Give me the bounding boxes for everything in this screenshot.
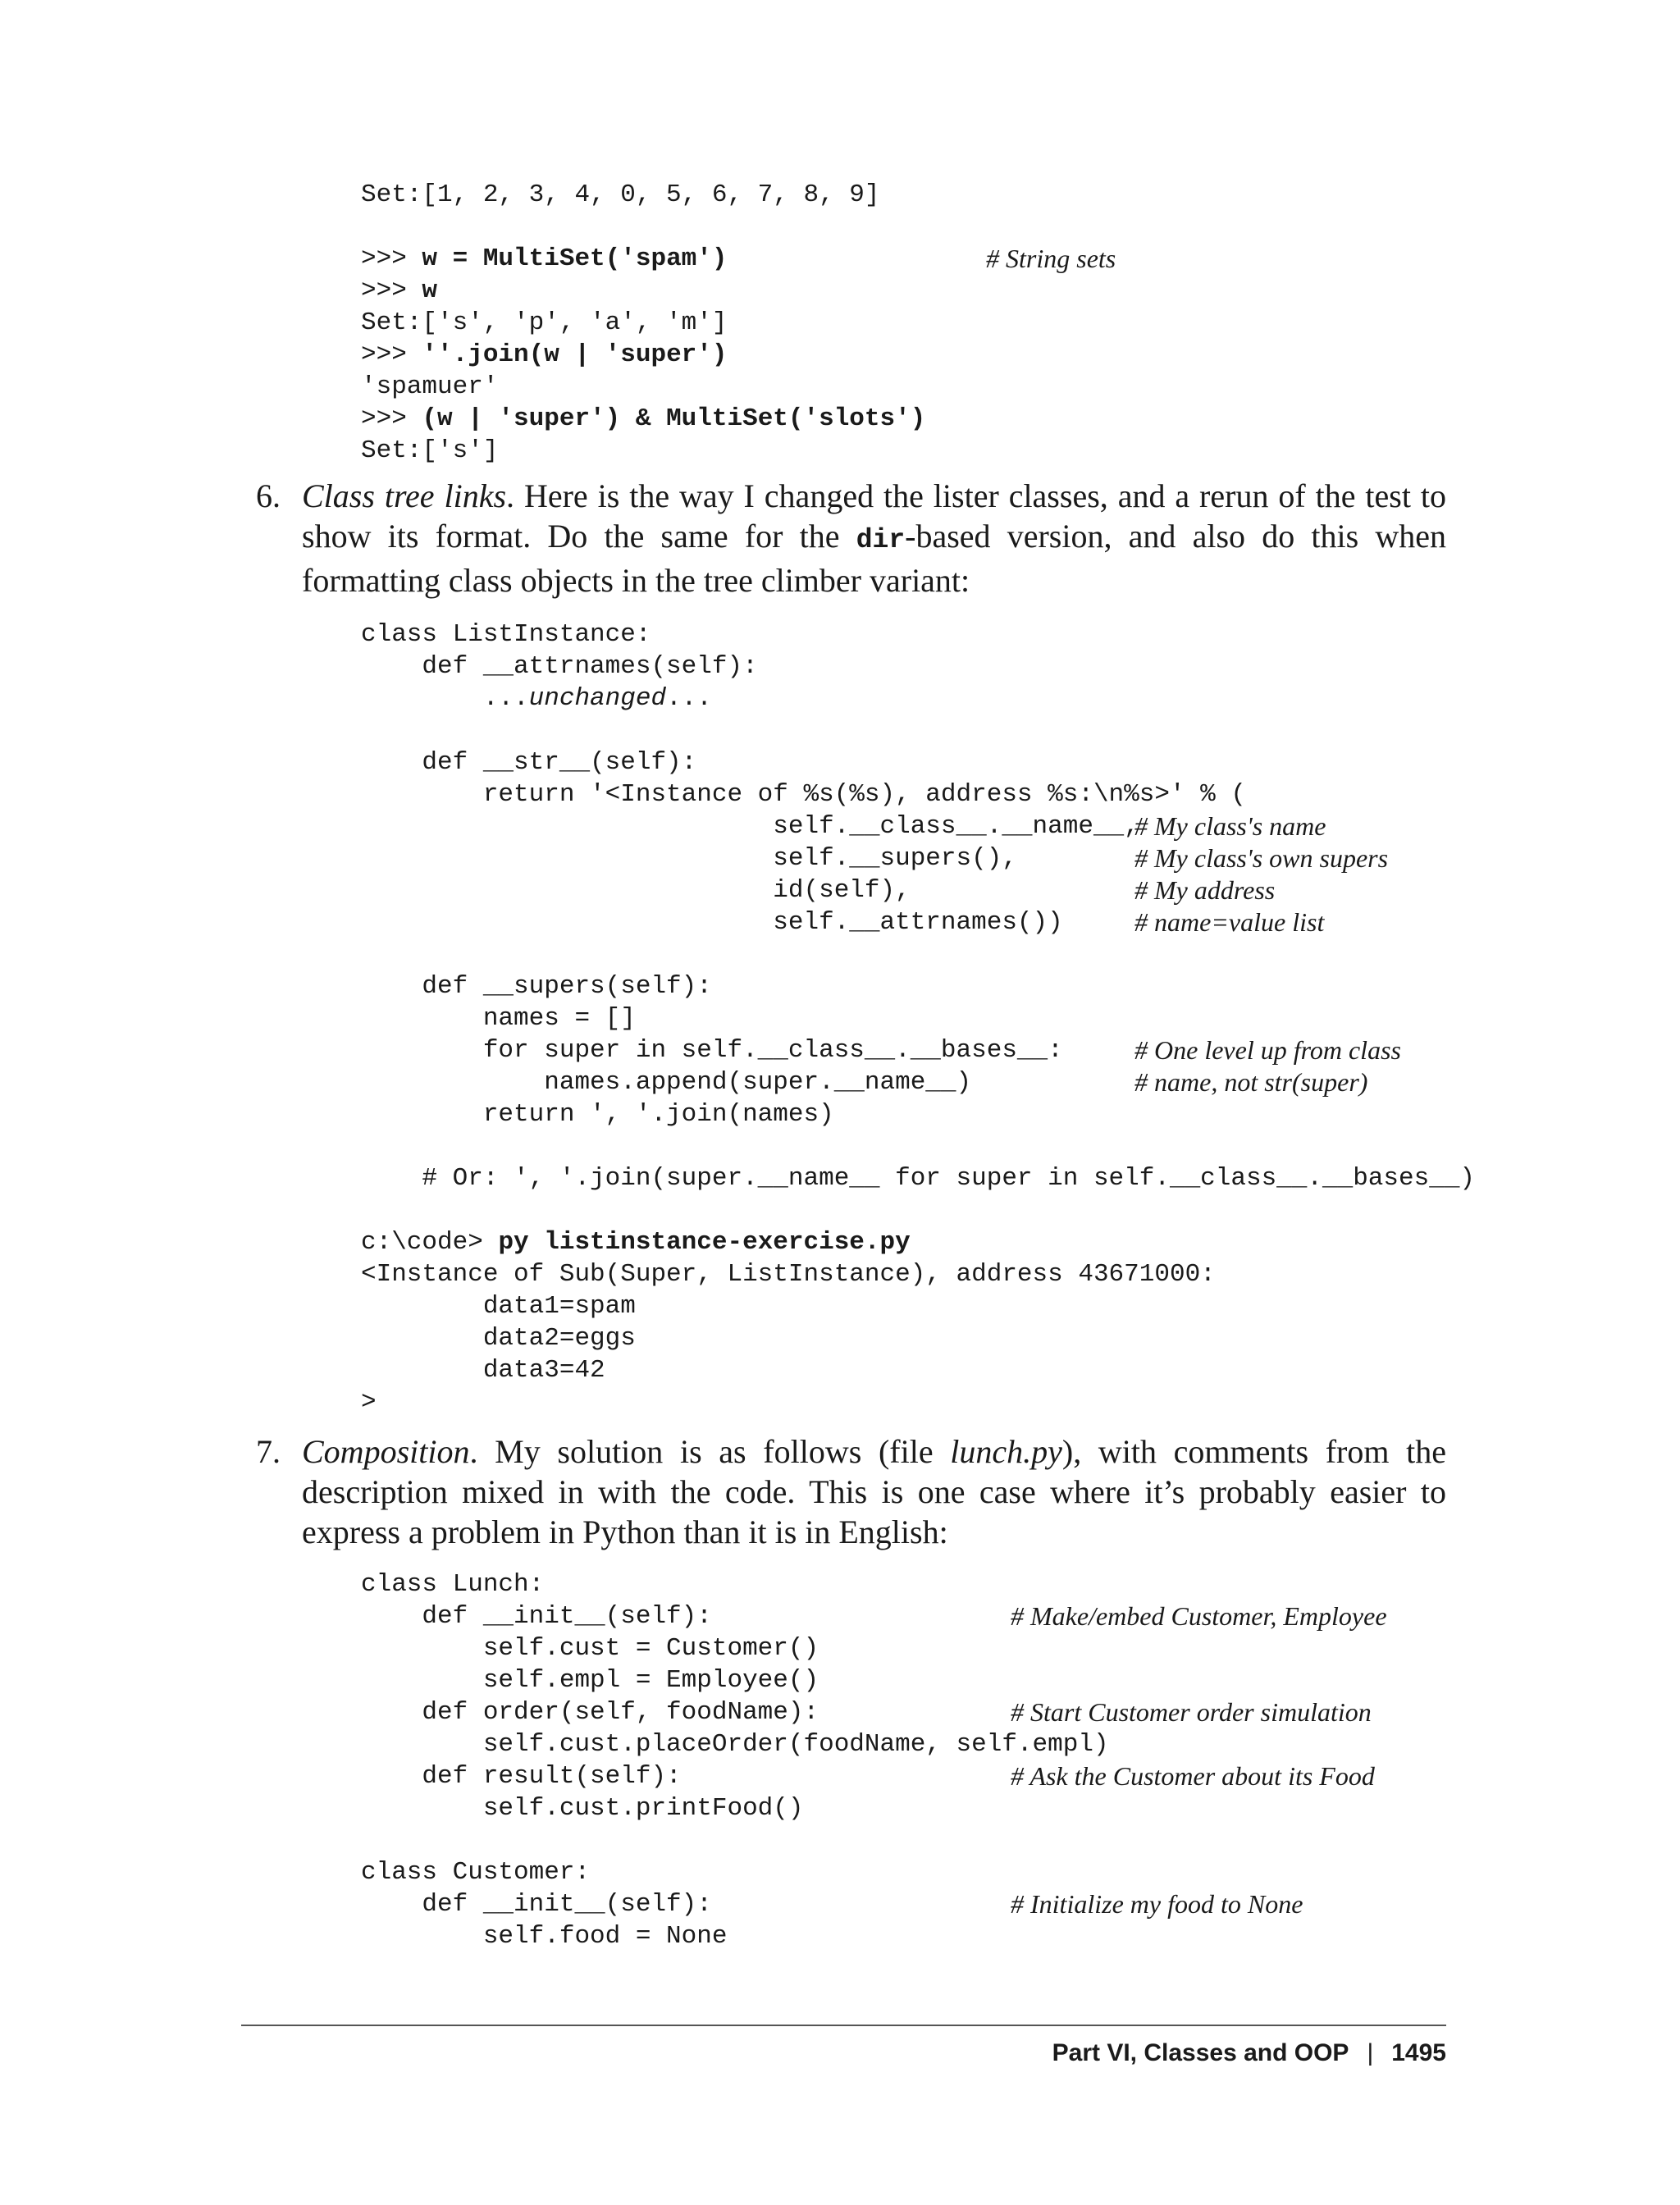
code-input: (w | 'super') & MultiSet('slots') xyxy=(422,404,926,433)
code-text: class Lunch: xyxy=(361,1570,545,1599)
code-text: def __init__(self): xyxy=(361,1602,712,1631)
code-line xyxy=(361,1066,971,1098)
code-text: >>> xyxy=(361,244,422,273)
code-text: data1=spam xyxy=(361,1292,636,1321)
code-line xyxy=(361,1568,544,1600)
code-line xyxy=(361,1600,712,1632)
code-line xyxy=(361,1888,712,1920)
code-line xyxy=(361,778,1246,810)
code-line xyxy=(361,810,1139,842)
code-line xyxy=(361,1354,605,1386)
code-text: self.cust = Customer() xyxy=(361,1634,819,1663)
code-text: unchanged xyxy=(528,684,667,713)
code-text: class Customer: xyxy=(361,1858,591,1887)
code-comment: # Initialize my food to None xyxy=(1011,1889,1303,1919)
item-text: . Here is the way I changed the lister classes, and a rerun of the test to show its format. Do the same for the xyxy=(302,477,1446,555)
code-line xyxy=(361,371,498,403)
code-line xyxy=(361,179,880,211)
code-line xyxy=(361,651,758,682)
code-comment: # String sets xyxy=(986,244,1116,273)
code-line xyxy=(361,970,712,1002)
inline-code: dir xyxy=(856,525,906,555)
footer-divider xyxy=(241,2025,1446,2026)
code-line xyxy=(361,1162,1475,1194)
code-text: self.__class__.__name__, xyxy=(361,812,1139,841)
code-line xyxy=(361,906,1063,938)
code-input: ''.join(w | 'super') xyxy=(422,340,728,369)
item-number: 7. xyxy=(256,1433,281,1470)
code-text: data3=42 xyxy=(361,1356,605,1385)
code-line xyxy=(361,746,696,778)
code-line xyxy=(361,1728,1109,1760)
code-text: >>> xyxy=(361,404,422,433)
code-text: Set:['s'] xyxy=(361,436,499,465)
code-comment: # Make/embed Customer, Employee xyxy=(1011,1601,1387,1631)
code-comment: # My address xyxy=(1134,875,1276,905)
code-text: self.__supers(), xyxy=(361,844,1017,873)
code-line xyxy=(361,1322,636,1354)
code-text: ... xyxy=(666,684,712,713)
code-line xyxy=(361,682,712,714)
code-text: c:\code> xyxy=(361,1228,499,1257)
code-line xyxy=(361,1226,911,1258)
code-text: for super in self.__class__.__bases__: xyxy=(361,1036,1063,1065)
code-text: Set:['s', 'p', 'a', 'm'] xyxy=(361,308,728,337)
code-text: id(self), xyxy=(361,876,911,905)
code-text: def order(self, foodName): xyxy=(361,1698,819,1727)
code-line xyxy=(361,243,727,275)
code-line xyxy=(361,1696,819,1728)
code-text: def result(self): xyxy=(361,1762,682,1791)
code-text: self.__attrnames()) xyxy=(361,908,1063,937)
code-line xyxy=(361,1760,682,1792)
code-line xyxy=(361,1002,636,1034)
item-text: ), with comments from the description mixed in with the code. This is one case where it’s probably easier to express a problem in Python than it is in English: xyxy=(302,1433,1447,1550)
code-text: self.empl = Employee() xyxy=(361,1666,819,1695)
code-text: self.food = None xyxy=(361,1922,728,1951)
code-line xyxy=(361,1664,819,1696)
code-text: names = [] xyxy=(361,1004,636,1033)
code-text: <Instance of Sub(Super, ListInstance), address 43671000: xyxy=(361,1260,1216,1289)
item-text: . My solution is as follows (file xyxy=(469,1433,951,1470)
code-text: def __init__(self): xyxy=(361,1890,712,1919)
code-text: def __attrnames(self): xyxy=(361,652,758,681)
code-text: >>> xyxy=(361,340,422,369)
code-line xyxy=(361,1034,1063,1066)
code-text: names.append(super.__name__) xyxy=(361,1068,972,1097)
code-text: return '<Instance of %s(%s), address %s:\n%s>' % ( xyxy=(361,780,1246,809)
code-text: self.cust.placeOrder(foodName, self.empl) xyxy=(361,1730,1109,1759)
code-line xyxy=(361,275,437,307)
code-line xyxy=(361,842,1017,874)
code-text: def __str__(self): xyxy=(361,748,697,777)
code-line xyxy=(361,339,727,371)
code-text: # Or: ', '.join(super.__name__ for super in self.__class__.__bases__) xyxy=(361,1164,1476,1193)
footer-part-title: Part VI, Classes and OOP xyxy=(1052,2039,1349,2066)
code-text: Set:[1, 2, 3, 4, 0, 5, 6, 7, 8, 9] xyxy=(361,180,880,209)
code-comment: # My class's own supers xyxy=(1134,843,1389,873)
code-comment: # name, not str(super) xyxy=(1134,1067,1368,1097)
code-line xyxy=(361,1632,819,1664)
footer-separator: | xyxy=(1367,2039,1374,2066)
code-text: data2=eggs xyxy=(361,1324,636,1353)
code-comment: # Start Customer order simulation xyxy=(1011,1697,1372,1727)
code-text: def __supers(self): xyxy=(361,972,712,1001)
page-footer xyxy=(1052,2037,1446,2070)
item-title: Class tree links xyxy=(302,477,507,514)
code-line xyxy=(361,1856,590,1888)
code-comment: # Ask the Customer about its Food xyxy=(1011,1761,1375,1791)
code-input: py listinstance-exercise.py xyxy=(498,1228,911,1257)
code-line xyxy=(361,1792,804,1824)
code-line xyxy=(361,874,911,906)
code-line xyxy=(361,403,925,435)
code-line xyxy=(361,435,498,467)
code-line xyxy=(361,1290,636,1322)
code-line xyxy=(361,619,651,651)
code-text: self.cust.printFood() xyxy=(361,1794,804,1823)
code-line xyxy=(361,1098,834,1130)
code-line xyxy=(361,1920,727,1952)
item-number: 6. xyxy=(256,477,281,514)
item-text: -based version, and also do this when formatting class objects in the tree climber variant: xyxy=(302,518,1446,599)
code-text: >>> xyxy=(361,276,422,305)
code-text: ... xyxy=(361,684,529,713)
item-title: Composition xyxy=(302,1433,470,1470)
code-text: return ', '.join(names) xyxy=(361,1100,834,1129)
code-line xyxy=(361,1258,1216,1290)
code-text: 'spamuer' xyxy=(361,372,499,401)
file-name: lunch.py xyxy=(950,1433,1062,1470)
page-number: 1495 xyxy=(1391,2039,1446,2066)
code-text: > xyxy=(361,1388,377,1417)
code-comment: # name=value list xyxy=(1134,907,1325,937)
code-comment: # My class's name xyxy=(1134,811,1326,841)
list-item-class-tree-links xyxy=(256,476,1446,600)
code-text: class ListInstance: xyxy=(361,620,651,649)
code-line xyxy=(361,307,727,339)
code-line xyxy=(361,1386,377,1418)
code-input: w xyxy=(422,276,438,305)
list-item-composition xyxy=(256,1431,1447,1552)
code-input: w = MultiSet('spam') xyxy=(422,244,728,273)
code-comment: # One level up from class xyxy=(1134,1035,1401,1065)
